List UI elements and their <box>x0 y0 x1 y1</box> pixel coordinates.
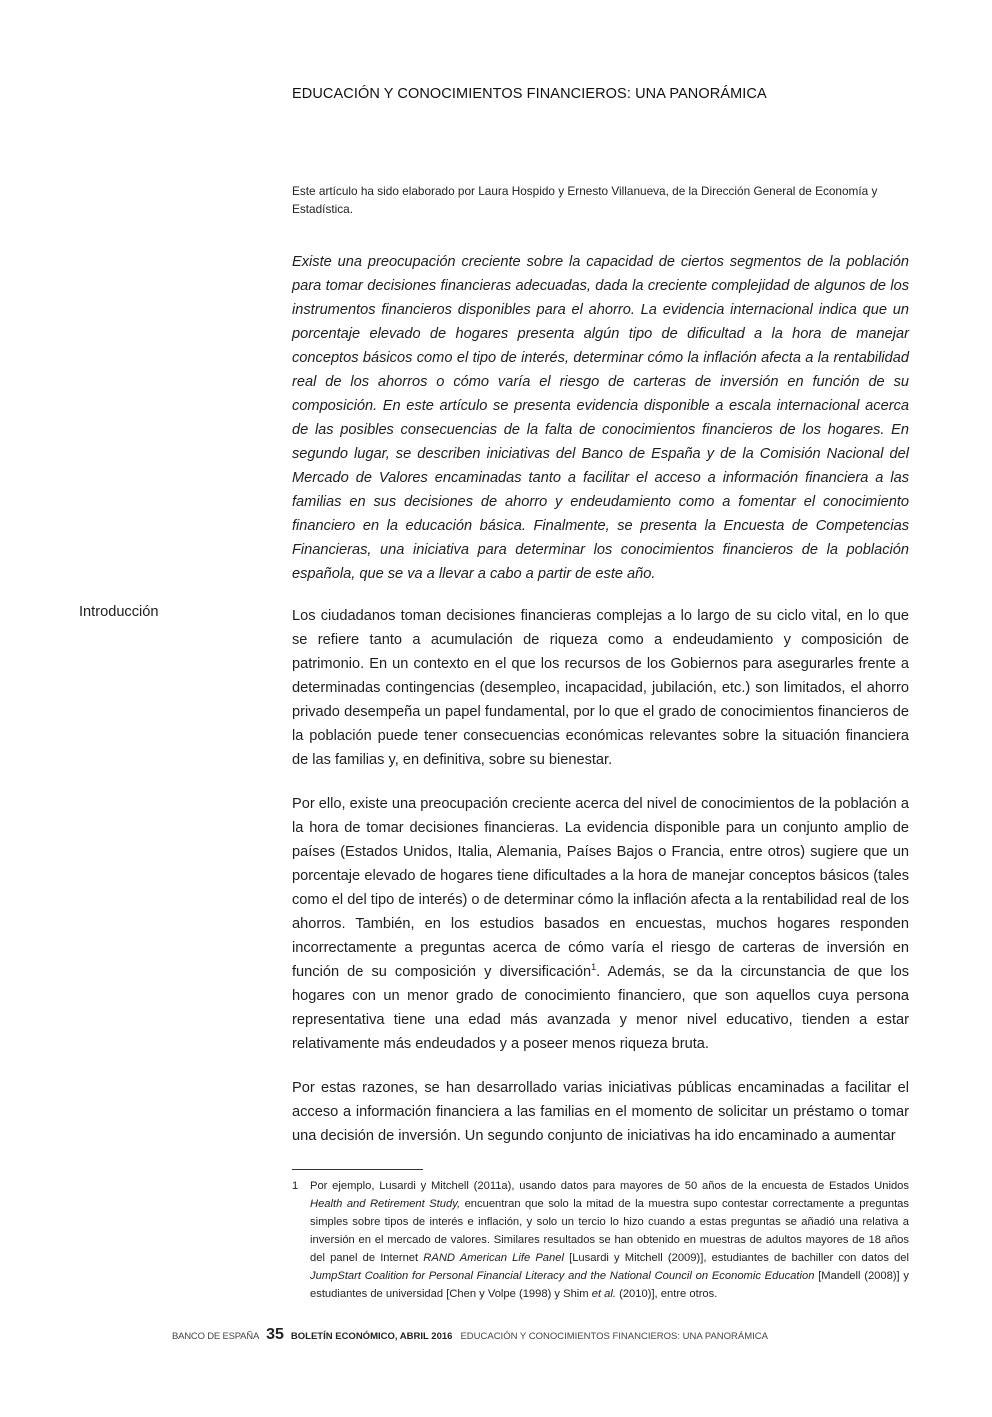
footnote-italic: RAND American Life Panel <box>423 1252 564 1264</box>
footnote-text-segment: (2010)], entre otros. <box>616 1288 718 1300</box>
footnote-number: 1 <box>292 1180 299 1192</box>
footnote-ref[interactable]: 1 <box>591 962 597 973</box>
page-footer <box>172 1326 768 1344</box>
page-number: 35 <box>266 1326 284 1343</box>
footnote <box>292 1177 909 1303</box>
footer-publication: BOLETÍN ECONÓMICO, ABRIL 2016 <box>290 1331 453 1342</box>
paragraph: Los ciudadanos toman decisiones financieras complejas a lo largo de su ciclo vital, en lo que se refiere tanto a acumulación de riqueza como a endeudamiento y composición de patrimonio. En un contexto en el que los recursos de los Gobiernos para asegurarles frente a determinadas contingencias (desempleo, incapacidad, jubilación, etc.) son limitados, el ahorro privado desempeña un papel fundamental, por lo que el grado de conocimientos financieros de la población puede tener consecuencias económicas relevantes sobre la situación financiera de las familias y, en definitiva, sobre su bienestar. <box>292 608 909 768</box>
footer-bank: BANCO DE ESPAÑA <box>172 1331 260 1342</box>
article-title: EDUCACIÓN Y CONOCIMIENTOS FINANCIEROS: UNA PANORÁMICA <box>292 86 767 102</box>
footnote-text-segment: Por ejemplo, Lusardi y Mitchell (2011a), usando datos para mayores de 50 años de la encuesta de Estados Unidos <box>310 1180 909 1192</box>
section-heading: Introducción <box>79 604 159 620</box>
footnote-italic: Health and Retirement Study, <box>310 1198 461 1210</box>
author-byline: Este artículo ha sido elaborado por Laura Hospido y Ernesto Villanueva, de la Dirección General de Economía y Estadística. <box>292 184 878 216</box>
footnote-text-segment: [Lusardi y Mitchell (2009)], estudiantes de bachiller con datos del <box>563 1252 910 1264</box>
paragraph-text: Por ello, existe una preocupación creciente acerca del nivel de conocimientos de la población a la hora de tomar decisiones financieras. La evidencia disponible para un conjunto amplio de países (Estados Unidos, Italia, Alemania, Países Bajos o Francia, entre otros) sugiere que un porcentaje elevado de hogares tiene dificultades a la hora de manejar conceptos básicos (tales como el del tipo de interés) o de determinar cómo la inflación afecta a la rentabilidad real de los ahorros. También, en los estudios basados en encuestas, muchos hogares responden incorrectamente a preguntas acerca de cómo varía el riesgo de carteras de inversión en función de su composición y diversificación <box>292 796 909 980</box>
footnote-text <box>310 1177 909 1303</box>
footnote-text-segment: [Mandell (2008)] y estudiantes de universidad [Chen y Volpe (1998) y Shim <box>310 1270 909 1300</box>
paragraph-text: . Además, se da la circunstancia de que los hogares con un menor grado de conocimiento financiero, que son aquellos cuya persona representativa tiene una edad más avanzada y menor nivel educativo, tienden a estar relativamente más endeudados y a poseer menos riqueza bruta. <box>292 964 909 1052</box>
paragraph: Por estas razones, se han desarrollado varias iniciativas públicas encaminadas a facilitar el acceso a información financiera a las familias en el momento de solicitar un préstamo o tomar una decisión de inversión. Un segundo conjunto de iniciativas ha ido encaminado a aumentar <box>292 1080 909 1144</box>
footnote-divider <box>292 1169 423 1170</box>
footnote-italic: JumpStart Coalition for Personal Financial Literacy and the National Council on Economic Education <box>310 1270 815 1282</box>
footnote-italic: et al. <box>591 1288 616 1300</box>
paragraph <box>292 792 909 1056</box>
abstract: Existe una preocupación creciente sobre la capacidad de ciertos segmentos de la población para tomar decisiones financieras adecuadas, dada la creciente complejidad de algunos de los instrumentos financieros disponibles para el ahorro. La evidencia internacional indica que un porcentaje elevado de hogares presenta algún tipo de dificultad a la hora de manejar conceptos básicos como el tipo de interés, determinar cómo la inflación afecta a la rentabilidad real de los ahorros o cómo varía el riesgo de carteras de inversión en función de su composición. En este artículo se presenta evidencia disponible a escala internacional acerca de las posibles consecuencias de la falta de conocimientos financieros de los hogares. En segundo lugar, se describen iniciativas del Banco de España y de la Comisión Nacional del Mercado de Valores encaminadas tanto a facilitar el acceso a información financiera a las familias en sus decisiones de ahorro y endeudamiento como a fomentar el conocimiento financiero en la educación básica. Finalmente, se presenta la Encuesta de Competencias Financieras, una iniciativa para determinar los conocimientos financieros de la población española, que se va a llevar a cabo a partir de este año. <box>292 254 909 582</box>
section-body <box>292 604 909 1168</box>
footnote-text-segment: encuentran que solo la mitad de la muestra supo contestar correctamente a preguntas simples sobre tipos de interés e inflación, y solo un tercio lo hizo cuando a estas preguntas se añadió una relativa a inversión en el mercado de valores. Similares resultados se han obtenido en muestras de adultos mayores de 18 años del panel de Internet <box>310 1198 909 1264</box>
footer-article: EDUCACIÓN Y CONOCIMIENTOS FINANCIEROS: UNA PANORÁMICA <box>460 1331 768 1342</box>
